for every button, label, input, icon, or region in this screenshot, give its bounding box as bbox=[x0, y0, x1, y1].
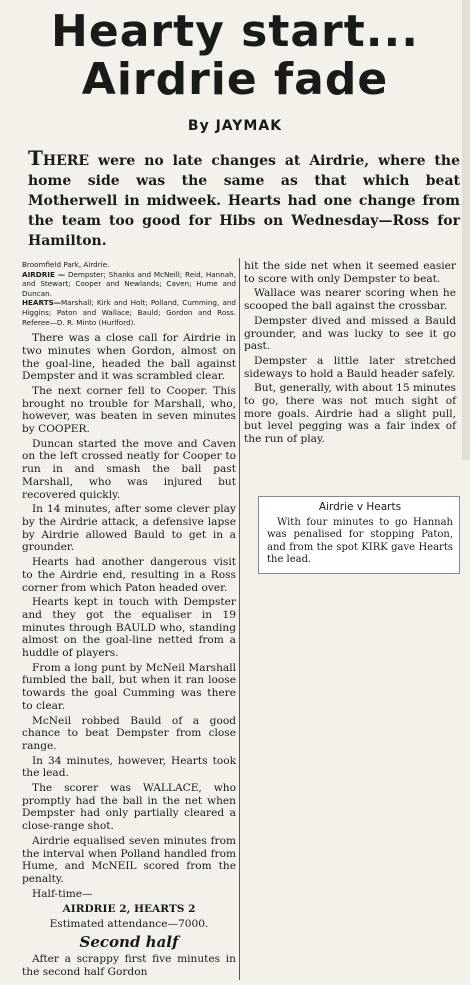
airdrie-label: AIRDRIE — bbox=[22, 269, 66, 279]
paragraph: hit the side net when it seemed easier to score with only Dempster to beat. bbox=[244, 260, 456, 285]
paragraph: McNeil robbed Bauld of a good chance to beat Dempster from close range. bbox=[22, 714, 236, 752]
column-divider bbox=[239, 258, 240, 980]
half-time-label: Half-time— bbox=[32, 887, 93, 900]
team-lineups bbox=[22, 260, 236, 327]
byline: By JAYMAK bbox=[187, 118, 283, 134]
headline-line-1: Hearty start... bbox=[51, 6, 419, 57]
paragraph: There was a close call for Airdrie in two minutes when Gordon, almost on the goal-line, headed the ball against Dempster and it was scrambled clear. bbox=[22, 332, 236, 383]
paragraph: Dempster a little later stretched sideways to hold a Bauld header safely. bbox=[244, 354, 456, 380]
stop-press-box bbox=[258, 496, 460, 574]
venue: Broomfield Park, Airdrie. bbox=[22, 260, 110, 269]
stop-press-title: Airdrie v Hearts bbox=[318, 501, 402, 513]
attendance: Estimated attendance—7000. bbox=[49, 918, 209, 931]
airdrie-lineup: Dempster; Shanks and McNeill; Reid, Hannah, and Stewart; Cooper and Newlands; Caven; Hume and Duncan. bbox=[22, 269, 236, 298]
paragraph: The next corner fell to Cooper. This brought no trouble for Marshall, who, however, was beaten in seven minutes by COOPER. bbox=[22, 384, 236, 436]
half-time-score: AIRDRIE 2, HEARTS 2 bbox=[62, 903, 196, 916]
article-column-1 bbox=[22, 260, 236, 980]
drop-cap: T bbox=[28, 146, 43, 170]
paragraph: Dempster dived and missed a Bauld grounder, and was lucky to see it go past. bbox=[244, 314, 456, 353]
article-column-2 bbox=[244, 260, 456, 448]
paragraph: Wallace was nearer scoring when he scooped the ball against the crossbar. bbox=[244, 287, 456, 313]
paragraph: Duncan started the move and Caven on the left crossed neatly for Cooper to run in and smash the ball past Marshall, who was injured but recovered quickly. bbox=[22, 437, 236, 501]
hearts-label: HEARTS— bbox=[22, 298, 61, 308]
paragraph: Hearts had another dangerous visit to the Airdrie end, resulting in a Ross corner from which Paton headed over. bbox=[22, 556, 236, 594]
lead-paragraph bbox=[28, 148, 460, 251]
second-half-heading: Second half bbox=[79, 932, 179, 951]
paragraph: The scorer was WALLACE, who promptly had the ball in the net when Dempster had only partially cleared a close-range shot. bbox=[22, 782, 236, 833]
paragraph: After a scrappy first five minutes in the second half Gordon bbox=[22, 952, 236, 978]
paragraph: From a long punt by McNeil Marshall fumbled the ball, but when it ran loose towards the goal Cumming was there to clear. bbox=[22, 661, 236, 712]
stop-press-text: With four minutes to go Hannah was penalised for stopping Paton, and from the spot KIRK gave Hearts the lead. bbox=[267, 516, 453, 565]
headline-line-2: Airdrie fade bbox=[81, 54, 389, 105]
paragraph: But, generally, with about 15 minutes to go, there was not much sight of more goals. Airdrie had a slight pull, but level pegging was a fair index of the run of play. bbox=[244, 382, 456, 446]
referee: Referee—D. R. Minto (Hurlford). bbox=[22, 317, 136, 327]
paragraph: Airdrie equalised seven minutes from the interval when Polland handled from Hume, and McNEIL scored from the penalty. bbox=[22, 834, 236, 885]
lead-text: HERE were no late changes at Airdrie, where the home side was the same as that which beat Motherwell in midweek. Hearts had one change from the team too good for Hibs on Wednesday—Ross for Hamilton. bbox=[28, 153, 460, 249]
paragraph: In 14 minutes, after some clever play by the Airdrie attack, a defensive lapse by Airdrie allowed Bauld to get in a grounder. bbox=[22, 503, 236, 554]
paragraph: In 34 minutes, however, Hearts took the lead. bbox=[22, 754, 236, 780]
paragraph: Hearts kept in touch with Dempster and they got the equaliser in 19 minutes through BAULD who, standing almost on the goal-line netted from a huddle of players. bbox=[22, 596, 236, 660]
hearts-lineup: Marshall; Kirk and Holt; Polland, Cumming, and Higgins; Paton and Wallace; Bauld; Gordon and Ross. bbox=[22, 298, 236, 317]
